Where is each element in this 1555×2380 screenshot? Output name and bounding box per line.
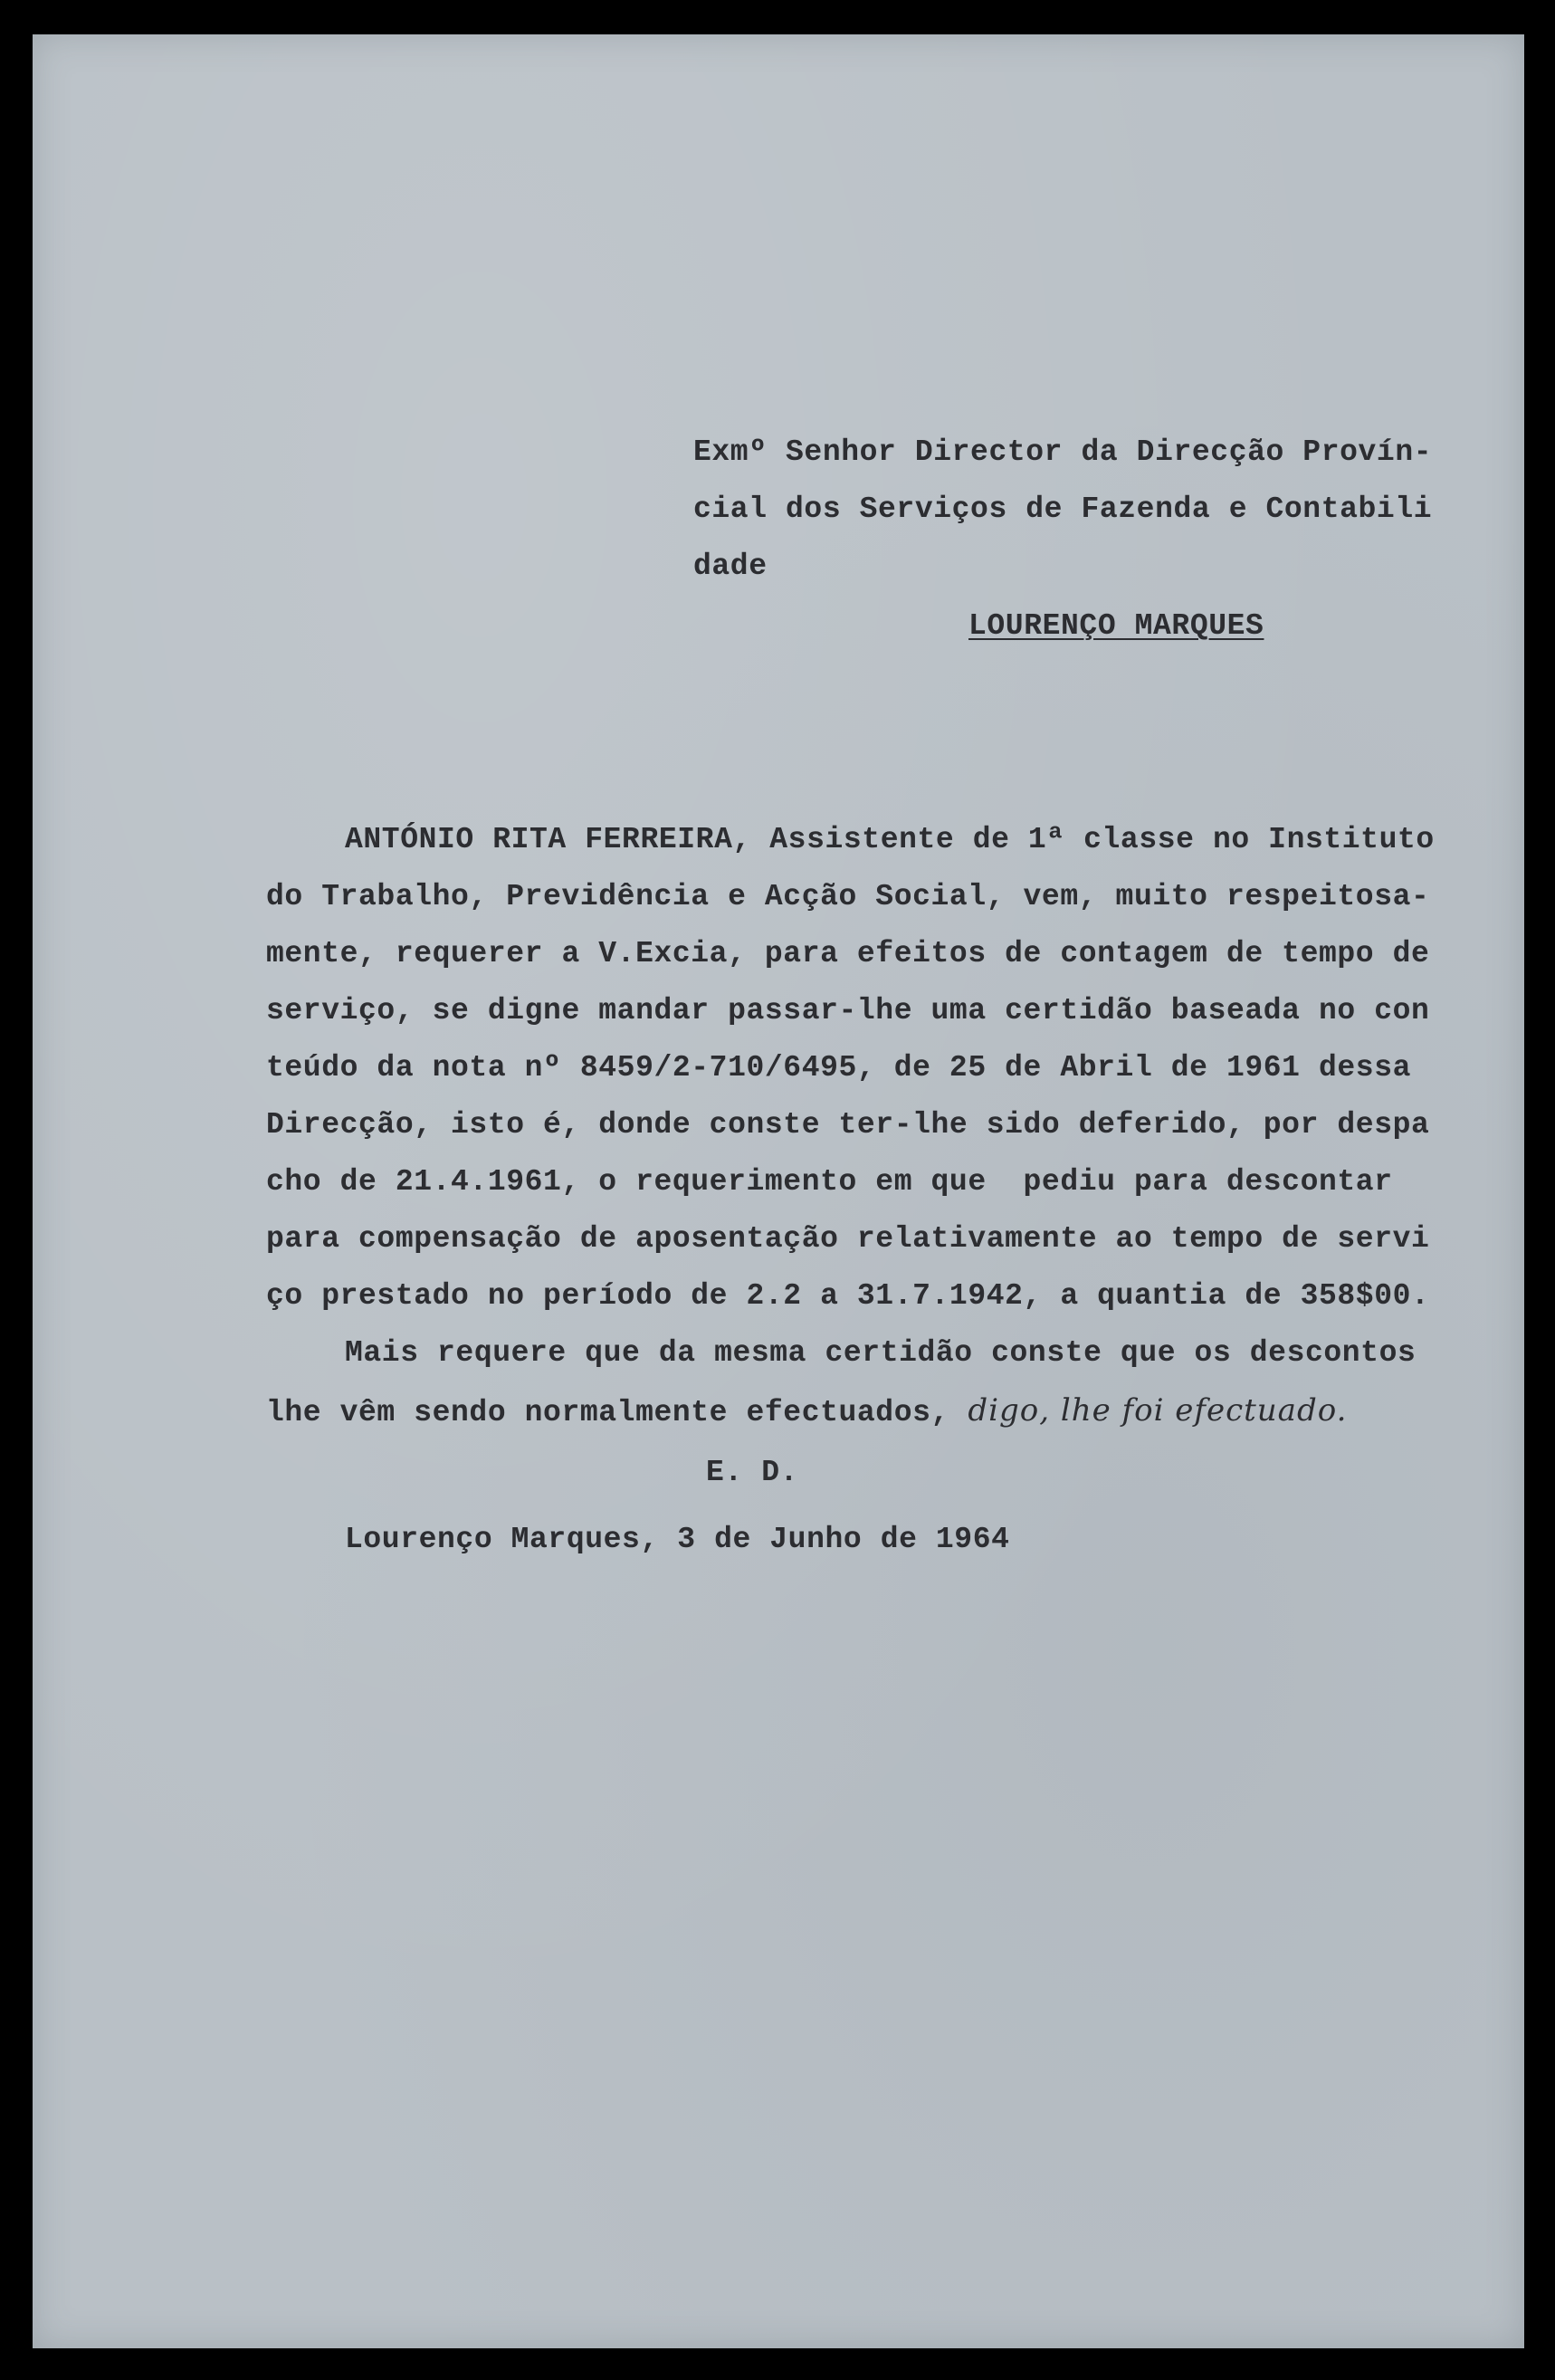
- address-city: LOURENÇO MARQUES: [968, 609, 1264, 643]
- body-line-10: Mais requere que da mesma certidão conste que os descontos: [345, 1336, 1417, 1370]
- body-line-1: ANTÓNIO RITA FERREIRA, Assistente de 1ª classe no Instituto: [345, 823, 1435, 856]
- body-line-11-typed: lhe vêm sendo normalmente efectuados,: [266, 1396, 949, 1429]
- address-line-1: Exmº Senhor Director da Direcção Provín-: [693, 435, 1433, 469]
- body-line-11: [266, 1392, 1348, 1429]
- body-line-8: para compensação de aposentação relativamente ao tempo de servi: [266, 1222, 1430, 1256]
- address-line-2: cial dos Serviços de Fazenda e Contabili: [693, 492, 1433, 526]
- body-line-7: cho de 21.4.1961, o requerimento em que pediu para descontar: [266, 1165, 1393, 1199]
- address-line-3: dade: [693, 550, 768, 583]
- document-page: [33, 34, 1524, 2348]
- body-line-5: teúdo da nota nº 8459/2-710/6495, de 25 de Abril de 1961 dessa: [266, 1051, 1411, 1085]
- body-line-9: ço prestado no período de 2.2 a 31.7.1942, a quantia de 358$00.: [266, 1279, 1430, 1313]
- body-line-2: do Trabalho, Previdência e Acção Social, vem, muito respeitosa-: [266, 880, 1430, 913]
- body-line-6: Direcção, isto é, donde conste ter-lhe sido deferido, por despa: [266, 1108, 1430, 1142]
- place-date: Lourenço Marques, 3 de Junho de 1964: [345, 1523, 1010, 1556]
- handwritten-correction: digo, lhe foi efectuado.: [968, 1392, 1348, 1429]
- body-line-4: serviço, se digne mandar passar-lhe uma certidão baseada no con: [266, 994, 1430, 1028]
- closing-ed: E. D.: [706, 1456, 799, 1489]
- body-line-3: mente, requerer a V.Excia, para efeitos de contagem de tempo de: [266, 937, 1430, 970]
